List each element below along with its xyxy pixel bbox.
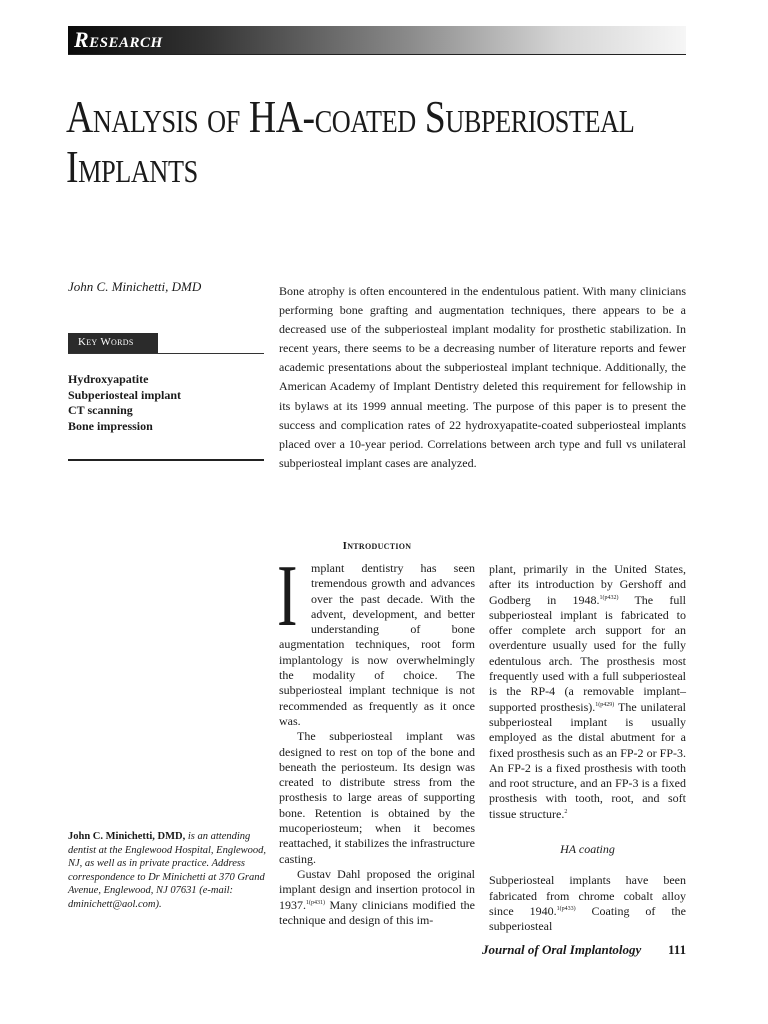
- intro-paragraph-3: Gustav Dahl proposed the original implant design and insertion protocol in 1937.$^{1(p431)}$ Many clinicians modified the technique and design of this im-: [279, 866, 475, 927]
- body-column-right: [489, 562, 686, 935]
- footnote-text: is an attending dentist at the Englewood Hospital, Englewood, NJ, as well as in private practice. Address correspondence to Dr Minichetti at 370 Grand Avenue, Englewood, NJ 07631 (e-mail: dminichett@aol.com).: [68, 831, 267, 910]
- key-words-bottom-rule: [68, 459, 264, 461]
- author-footnote: [68, 830, 268, 911]
- key-words-list: [68, 372, 181, 434]
- citation: 1(p429): [595, 701, 615, 708]
- intro-paragraph-1: I mplant dentistry has seen tremendous growth and advances over the past decade. With the advent, development, and better understanding of bone augmentation techniques, root form implantology is now overwhelmingly the modality of choice. The subperiosteal implant technique is not recommended as frequently as it once was.: [277, 548, 475, 728]
- key-word: CT scanning: [68, 403, 133, 417]
- journal-name: Journal of Oral Implantology: [482, 942, 642, 957]
- key-word: Bone impression: [68, 418, 153, 433]
- citation: 1(p431): [306, 899, 325, 906]
- ha-coating-heading: HA coating: [560, 842, 615, 857]
- section-rule: [68, 54, 686, 55]
- author-byline: John C. Minichetti, DMD: [68, 279, 202, 294]
- introduction-heading: Introduction: [342, 540, 412, 552]
- intro-paragraph-2: The subperiosteal implant was designed to rest on top of the bone and beneath the periosteum. Its design was created to distribute stress from the prosthesis to large areas of supporting bone. Retention is obtained by the mucoperiosteum; when it becomes reattached, it stabilizes the infrastructure casting.: [279, 729, 475, 866]
- page-number: 111: [668, 942, 687, 957]
- drop-cap: I: [277, 548, 298, 645]
- ha-paragraph-1: Subperiosteal implants have been fabricated from chrome cobalt alloy since 1940.$^{1(p433)}$ Coating of the subperiosteal: [489, 873, 686, 934]
- key-word: Hydroxyapatite: [68, 372, 149, 386]
- citation: 2: [564, 808, 568, 815]
- citation: 1(p432): [599, 594, 619, 601]
- key-word: Subperiosteal implant: [68, 387, 182, 402]
- section-label: Research: [74, 27, 163, 52]
- key-words-label: Key Words: [78, 336, 134, 348]
- abstract: Bone atrophy is often encountered in the endentulous patient. With many clinicians performing bone grafting and augmentation techniques, there appears to be a decreased use of the subperiosteal implant modality for prosthetic stabilization. In recent years, there seems to be a decreasing number of literature reports and fewer academic presentations about the subperiosteal implant technique. Additionally, the American Academy of Implant Dentistry deleted this requirement for fellowship in its bylaws at its 1999 annual meeting. The purpose of this paper is to present the success and complication rates of 22 hydroxyapatite-coated subperiosteal implants placed over a 10-year period. Correlations between arch type and full vs unilateral subperiosteal implant cases are analyzed.: [279, 284, 686, 470]
- intro-paragraph-4: plant, primarily in the United States, after its introduction by Gershoff and Godberg in 1948.$^{1(p432)}$ The full subperiosteal implant is fabricated to offer complete arch support for an overdenture usually used for the fully edentulous arch. The prosthesis most frequently used with a full subperiosteal is the RP-4 (a removable implant–supported prosthesis).$^{1(p429)}$ The unilateral subperiosteal implant is usually employed as the distal abutment for a fixed prosthesis such as an FP-2 or FP-3. An FP-2 is a fixed prosthesis with tooth and root structure, and an FP-3 is a fixed prosthesis with tooth, root, and soft tissue structure.$^2$: [489, 562, 686, 821]
- article-title: Analysis of HA-coated Subperiosteal Implants: [66, 91, 635, 192]
- body-column-left: [277, 548, 475, 928]
- footnote-author-name: John C. Minichetti, DMD,: [68, 831, 186, 842]
- citation: 1(p433): [556, 905, 576, 912]
- key-words-rule: [68, 353, 264, 354]
